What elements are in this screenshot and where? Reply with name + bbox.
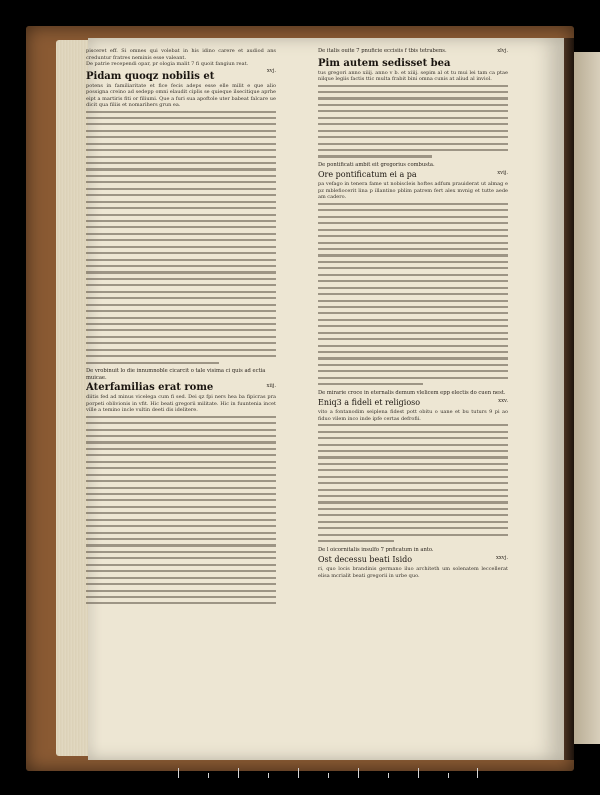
- section-initial: Eniq3 a fideli et religioso: [318, 398, 421, 408]
- section-number: xlvj.: [497, 48, 508, 54]
- section-number: xvij.: [497, 170, 508, 177]
- text-lines: [86, 111, 276, 364]
- section-text: potens in familiaritate et fice fecis adeps esse elle milit e que alio possigna creino ad sedepp omni elaudit ciplis se quieque ilsecitique aprhe eipt a martiris fiti or filiumi. Que a furi sua apoftole uter babeat falcare ue dicit qua filiis et nomarihers grun ea.: [86, 82, 276, 108]
- section-heading: De pontificati ambit eit gregorius combusta.: [318, 161, 435, 168]
- right-intro: [318, 48, 508, 55]
- section-initial: Ost decessu beati Isido: [318, 555, 413, 565]
- section-heading: De l oicornitalis insulfo 7 pnficatum in anto.: [318, 546, 434, 553]
- left-intro: [86, 48, 276, 74]
- scale-ruler: [178, 764, 478, 778]
- section-text: diitis fed ad minus vicelega cum fi sed. Dei qz fpi ners hea ba fipicras pra porpeti oblivionis in vfit. Hic beati gregorii militate. Hic in fuuntenia incet ville a temino incle vultin deeti dis idelitere.: [86, 394, 276, 414]
- right-top-header: De italis ouite 7 pnuficie eccisiis f tbis tetrabens.: [318, 48, 447, 54]
- right-section-3: [318, 390, 508, 543]
- section-text: tus gregori anno xiiij. anno v b. et xiiij. sepim al ot tu mui lei tam ca ptae nilque legiis factis ttic multa frabit bini omna cunis at aliud al inviol.: [318, 69, 508, 83]
- section-heading: De mirarie croce in eternalis demum vlelicem epp electis do cuen nest.: [318, 389, 506, 396]
- text-lines: [318, 85, 508, 158]
- section-initial: Pim autem sedisset bea: [318, 57, 451, 69]
- left-header-line: pisceret eff. Si omnes qui volebat in his idino carere et audiod ans creduntur fratres neminis esse valeant.: [86, 48, 276, 61]
- text-lines: [318, 203, 508, 385]
- section-text: vito a fontanodim seiplena fidest pott obitu o uane et bu tuturs 9 pi ao fiduo vilem inco inde ipfe certas defrofii.: [318, 409, 508, 422]
- section-number: xxv.: [498, 398, 508, 405]
- right-section-1: [318, 59, 508, 158]
- text-lines: [318, 424, 508, 542]
- left-header-line-2: De patrie recependi opar, pr ologia malit 7 fi quoit fangiun reat.: [86, 61, 249, 67]
- left-text-column: [86, 48, 276, 708]
- section-number: xvj.: [266, 67, 276, 74]
- section-text: pa vefago in tenera fame ut nobiscleis hoftes adfum prauiderat ut almag e pz mblefiocerit lina p illantino pblim patrem fert alex mvnig et tutte aede am cadero.: [318, 181, 508, 201]
- left-section-1: [86, 72, 276, 364]
- left-section-2: [86, 368, 276, 604]
- text-lines: [86, 416, 276, 605]
- book-gutter: [564, 38, 574, 760]
- right-text-column: [318, 48, 508, 708]
- section-number: xxvj.: [495, 555, 508, 562]
- facing-page-edge: [574, 52, 600, 744]
- section-heading: De vrobinuit lo die innumnoble cicarcit o tale visima ci quis ad ectia muicae.: [86, 368, 266, 381]
- section-initial: Ore pontificatum ei a pa: [318, 170, 417, 180]
- right-section-2: [318, 162, 508, 385]
- section-text: ri, quo locis brandinis germano iluo architeth um solenatem leccellerat elisa mcrialit beati gregorii in urbe quo.: [318, 566, 508, 579]
- right-section-4: [318, 547, 508, 580]
- section-initial: Pidam quoqz nobilis et: [86, 70, 215, 82]
- section-number: xiij.: [266, 383, 276, 390]
- section-initial: Aterfamilias erat rome: [86, 382, 214, 394]
